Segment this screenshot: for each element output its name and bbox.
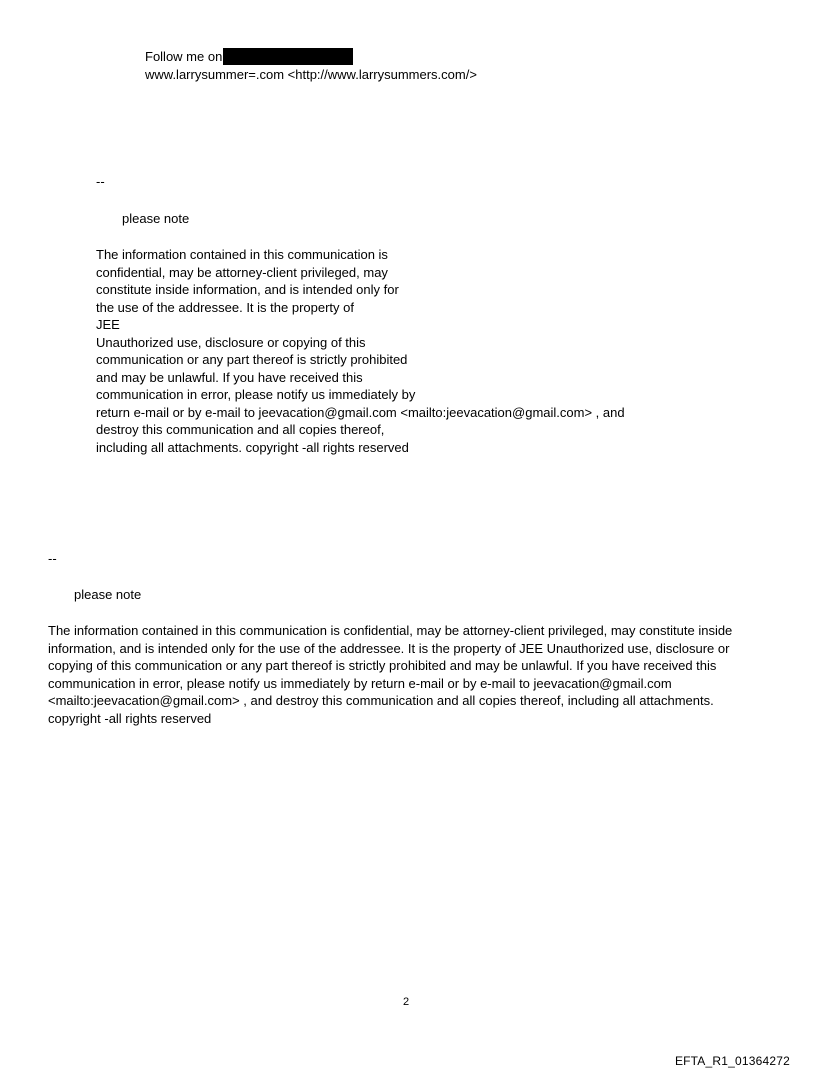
please-note-heading-1: please note [122,211,190,226]
notice-line: the use of the addressee. It is the property of [96,299,354,315]
notice-line: communication in error, please notify us immediately by [96,387,416,402]
follow-me-line [145,48,353,65]
notice-line: communication or any part thereof is strictly prohibited [96,352,408,367]
follow-me-label: Follow me on [145,49,223,64]
document-id: EFTA_R1_01364272 [674,1054,790,1068]
separator-2: -- [48,551,57,566]
notice-line: The information contained in this communication is [96,247,388,262]
notice-line: constitute inside information, and is intended only for [96,282,399,297]
redaction-bar [223,48,353,65]
notice-line: JEE [96,317,120,332]
notice-line: and may be unlawful. If you have received this [96,369,363,385]
confidentiality-notice-1 [96,246,625,456]
website-link[interactable]: www.larrysummer=.com <http://www.larrysummers.com/> [145,67,477,82]
notice-line: Unauthorized use, disclosure or copying of this [96,334,366,350]
separator-1: -- [96,174,105,189]
notice-line: return e-mail or by e-mail to jeevacation@gmail.com <mailto:jeevacation@gmail.com> , and [96,404,625,420]
notice-line: confidential, may be attorney-client privileged, may [96,264,388,280]
confidentiality-notice-2: The information contained in this communication is confidential, may be attorney-client privileged, may constitute inside information, and is intended only for the use of the addressee. It is the property of JEE Unauthorized use, disclosure or copying of this communication or any part thereof is strictly prohibited and may be unlawful. If you have received this communication in error, please notify us immediately by return e-mail or by e-mail to jeevacation@gmail.com <mailto:jeevacation@gmail.com> , and destroy this communication and all copies thereof, including all attachments. copyright -all rights reserved [48,623,733,726]
notice-line: destroy this communication and all copies thereof, [96,422,385,437]
page-number: 2 [403,996,410,1008]
please-note-heading-2: please note [74,587,142,602]
notice-line: including all attachments. copyright -all rights reserved [96,439,409,455]
